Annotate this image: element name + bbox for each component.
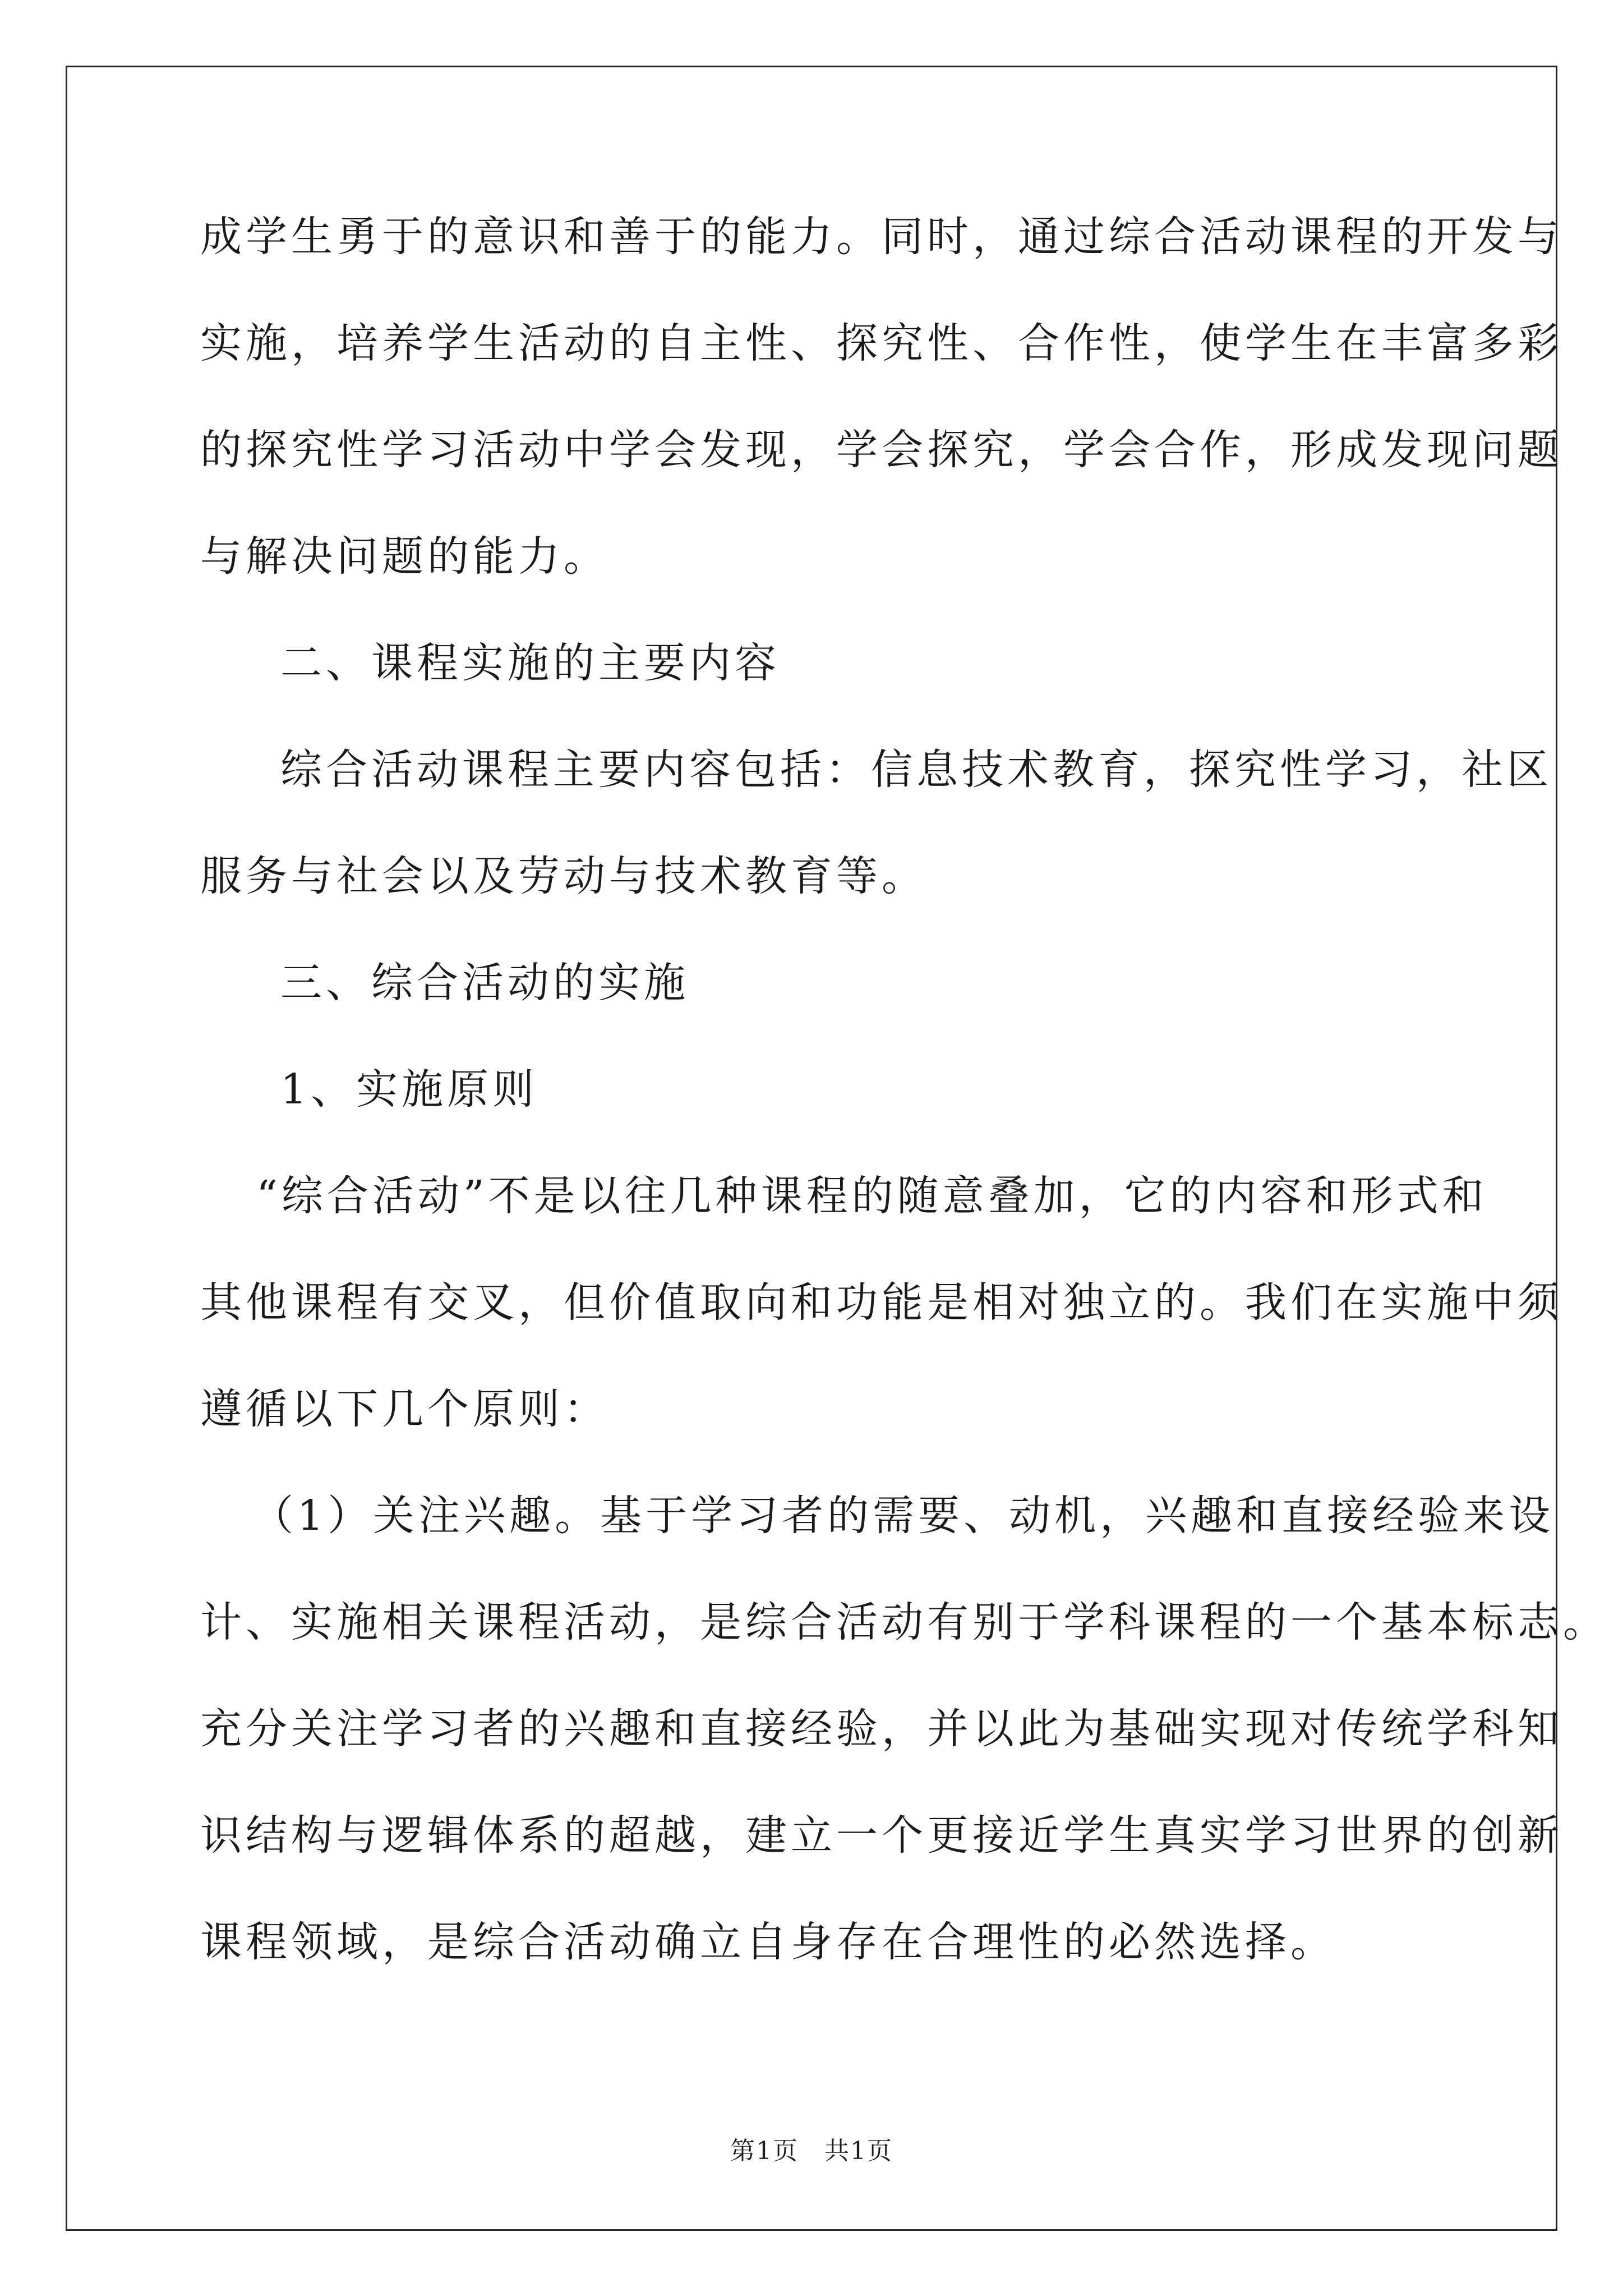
paragraph-line: 综合活动课程主要内容包括：信息技术教育，探究性学习，社区 [280,746,1552,794]
paragraph-line: 成学生勇于的意识和善于的能力。同时，通过综合活动课程的开发与 [200,213,1563,261]
paragraph-line: 充分关注学习者的兴趣和直接经验，并以此为基础实现对传统学科知 [200,1705,1563,1753]
paragraph-line: 的探究性学习活动中学会发现，学会探究，学会合作，形成发现问题 [200,426,1563,474]
paragraph-line: 与解决问题的能力。 [200,532,609,581]
paragraph-line: （1）关注兴趣。基于学习者的需要、动机，兴趣和直接经验来设 [252,1492,1555,1540]
page-footer: 第1页 共1页 [730,2137,893,2165]
page-border [66,66,1557,2231]
paragraph-line: 计、实施相关课程活动，是综合活动有别于学科课程的一个基本标志。 [200,1598,1608,1646]
paragraph-line: 服务与社会以及劳动与技术教育等。 [200,852,927,900]
paragraph-line: 遵循以下几个原则： [200,1385,609,1433]
section-heading: 三、综合活动的实施 [280,959,689,1007]
paragraph-line: 其他课程有交叉，但价值取向和功能是相对独立的。我们在实施中须 [200,1278,1563,1327]
paragraph-line: 识结构与逻辑体系的超越，建立一个更接近学生真实学习世界的创新 [200,1811,1563,1860]
paragraph-line: “综合活动”不是以往几种课程的随意叠加，它的内容和形式和 [256,1172,1488,1220]
section-heading: 二、课程实施的主要内容 [280,639,780,687]
paragraph-line: 实施，培养学生活动的自主性、探究性、合作性，使学生在丰富多彩 [200,319,1563,367]
subsection-heading: 1、实施原则 [280,1065,538,1114]
paragraph-line: 课程领域，是综合活动确立自身存在合理性的必然选择。 [200,1918,1336,1966]
